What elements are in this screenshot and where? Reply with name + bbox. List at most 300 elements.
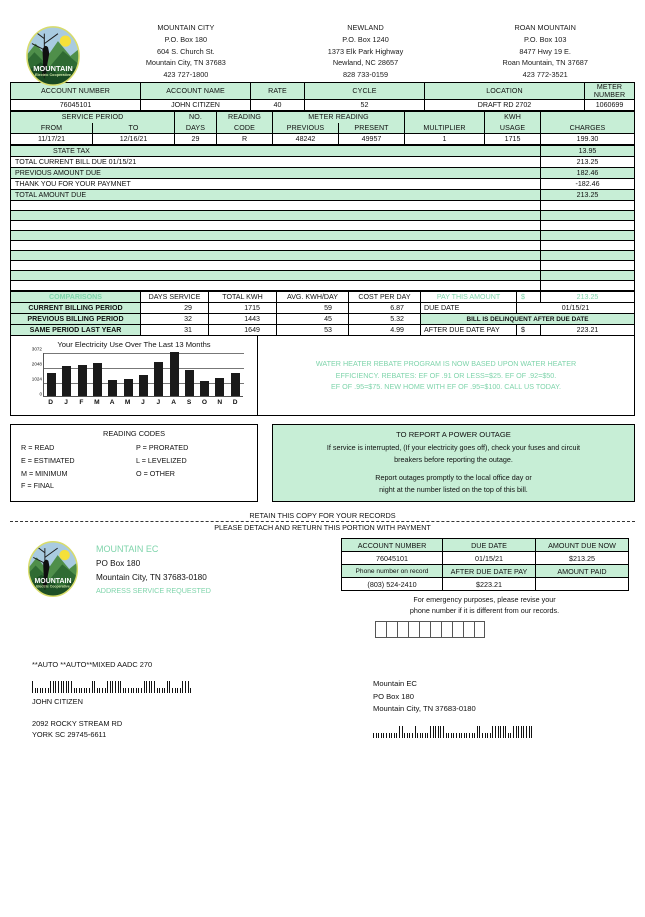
chart-x-tick: J (64, 399, 68, 406)
barcode-bar (151, 681, 152, 693)
barcode-bar (175, 688, 176, 693)
office-street: 8477 Hwy 19 E. (519, 46, 571, 56)
barcode-bar (487, 733, 488, 738)
value-usage: 1715 (485, 134, 541, 145)
logo-container (10, 22, 96, 87)
phone-digit-box[interactable] (463, 621, 474, 638)
stub-value-due-date: 01/15/21 (443, 552, 536, 565)
reading-codes-title: READING CODES (102, 429, 165, 438)
usage-header-row-2 (11, 123, 635, 134)
phone-digit-box[interactable] (452, 621, 463, 638)
office-name: ROAN MOUNTAIN (514, 23, 576, 32)
office-po-box: P.O. Box 180 (164, 34, 208, 44)
label-usage: USAGE (485, 123, 541, 134)
label-meter-number: METER NUMBER (585, 83, 635, 100)
chart-plot-area (43, 353, 243, 397)
barcode-bar (97, 688, 98, 693)
stub-value-row-2 (342, 578, 629, 591)
value-account-number: 76045101 (11, 100, 141, 111)
pay-this-amount-value: 213.25 (541, 292, 635, 303)
chart-x-tick: F (79, 399, 84, 406)
stub-label-phone-on-record: Phone number on record (342, 565, 443, 578)
label-multiplier-top (405, 112, 485, 123)
stub-remit-address (96, 536, 341, 638)
barcode-bar (89, 688, 90, 693)
rebate-line-1: WATER HEATER REBATE PROGRAM IS NOW BASED UPON WATER HEATER (315, 358, 577, 368)
usage-header-row-1 (11, 112, 635, 123)
col-avg-kwh-day: AVG. KWH/DAY (277, 292, 349, 303)
mountain-electric-cooperative-logo (22, 25, 84, 87)
barcode-bar (40, 688, 41, 693)
barcode-bar (391, 733, 392, 738)
barcode-bar (435, 726, 436, 738)
phone-digit-box[interactable] (386, 621, 397, 638)
barcode-bar (513, 726, 514, 738)
customer-name: JOHN CITIZEN (32, 697, 83, 707)
barcode-bar (386, 733, 387, 738)
barcode-bar (526, 726, 527, 738)
power-outage-box (272, 424, 635, 502)
barcode-bar (86, 688, 87, 693)
chart-title: Your Electricity Use Over The Last 13 Months (57, 340, 211, 349)
comparisons-payment-table (10, 291, 635, 336)
barcode-bar (412, 733, 413, 738)
label-reading: READING (217, 112, 273, 123)
pay-this-amount-label: PAY THIS AMOUNT (421, 292, 517, 303)
barcode-bar (381, 733, 382, 738)
chart-bar (170, 352, 179, 396)
barcode-bar (417, 733, 418, 738)
logo-primary-text: MOUNTAIN (34, 577, 72, 585)
layout-spacer (258, 424, 272, 502)
days-service: 31 (141, 325, 209, 336)
barcode-bar (164, 688, 165, 693)
barcode-bar (169, 681, 170, 693)
barcode-bar (35, 688, 36, 693)
office-newland (276, 22, 456, 81)
barcode-bar (404, 733, 405, 738)
barcode-bar (433, 726, 434, 738)
comparison-row-current (11, 303, 635, 314)
label-charges: CHARGES (541, 123, 635, 134)
filler-row (11, 281, 635, 291)
avg-kwh-day: 53 (277, 325, 349, 336)
chart-x-tick: M (94, 399, 100, 406)
usage-data-row (11, 134, 635, 145)
barcode-bar (456, 733, 457, 738)
barcode-bar (373, 733, 374, 738)
barcode-bar (42, 688, 43, 693)
charge-amount: 13.95 (541, 146, 635, 157)
col-total-kwh: TOTAL KWH (209, 292, 277, 303)
barcode-bar (500, 726, 501, 738)
label-to: TO (93, 123, 175, 134)
charge-line-state-tax (11, 146, 635, 157)
comparisons-title: COMPARISONS (11, 292, 141, 303)
phone-digit-box[interactable] (430, 621, 441, 638)
days-service: 32 (141, 314, 209, 325)
cost-per-day: 6.87 (349, 303, 421, 314)
barcode-bar (162, 688, 163, 693)
value-location: DRAFT RD 2702 (425, 100, 585, 111)
stub-company-name: MOUNTAIN EC (96, 544, 159, 554)
charge-line-total-due (11, 190, 635, 201)
value-to: 12/16/21 (93, 134, 175, 145)
avg-kwh-day: 45 (277, 314, 349, 325)
label-rate: RATE (251, 83, 305, 100)
reading-codes-box (10, 424, 258, 502)
barcode-bar (125, 688, 126, 693)
barcode-bar (448, 733, 449, 738)
y-tick-3072: 3072 (31, 346, 42, 352)
stub-label-due-date: DUE DATE (443, 539, 536, 552)
phone-digit-box[interactable] (375, 621, 386, 638)
due-date-label: DUE DATE (421, 303, 517, 314)
barcode-bar (144, 681, 145, 693)
total-kwh: 1443 (209, 314, 277, 325)
chart-bar (47, 373, 56, 396)
chart-bar (93, 363, 102, 396)
barcode-bar (94, 681, 95, 693)
label-days: DAYS (175, 123, 217, 134)
barcode-bar (66, 681, 67, 693)
value-account-name: JOHN CITIZEN (141, 100, 251, 111)
charge-amount: 213.25 (541, 190, 635, 201)
barcode-bar (177, 688, 178, 693)
office-street: 604 S. Church St. (157, 46, 215, 56)
reading-code-l: L = LEVELIZED (136, 455, 187, 465)
mailing-area (10, 660, 635, 742)
barcode-bar (453, 733, 454, 738)
chart-x-axis (43, 399, 243, 406)
chart-bar (108, 380, 117, 396)
barcode-bar (74, 688, 75, 693)
office-po-box: P.O. Box 103 (523, 34, 567, 44)
charge-amount: 182.46 (541, 168, 635, 179)
chart-x-tick: N (217, 399, 223, 406)
barcode-bar (167, 681, 168, 693)
rebate-line-3: EF OF .95=$75. NEW HOME WITH EF OF .95=$100. CALL US TODAY. (330, 382, 562, 392)
reading-codes-right-column (136, 442, 188, 493)
barcode-bar (76, 688, 77, 693)
barcode-bar (396, 733, 397, 738)
barcode-bar (84, 688, 85, 693)
office-city-state-zip: Mountain City, TN 37683 (145, 58, 226, 68)
stub-value-phone[interactable]: (803) 524-2410 (342, 578, 443, 591)
y-tick-1024: 1024 (31, 376, 42, 382)
reading-codes-left-column (21, 442, 136, 493)
barcode-bar (146, 681, 147, 693)
stub-label-amount-due-now: AMOUNT DUE NOW (536, 539, 629, 552)
stub-logo-container (10, 536, 96, 638)
auto-presort-line: **AUTO **AUTO**MIXED AADC 270 (32, 660, 153, 670)
barcode-bar (92, 681, 93, 693)
value-cycle: 52 (305, 100, 425, 111)
water-heater-rebate-notice (258, 336, 635, 416)
office-city-state-zip: Roan Mountain, TN 37687 (502, 58, 588, 68)
barcode-bar (422, 733, 423, 738)
office-mountain-city (96, 22, 276, 81)
after-due-date-label: AFTER DUE DATE PAY (421, 325, 517, 336)
barcode-bar (427, 733, 428, 738)
stub-value-after-due-date-pay: $223.21 (443, 578, 536, 591)
barcode-bar (157, 688, 158, 693)
info-row (10, 424, 635, 502)
filler-row (11, 211, 635, 221)
chart-bar (200, 381, 209, 396)
reading-code-p: P = PRORATED (136, 443, 189, 452)
phone-digit-box[interactable] (474, 621, 485, 638)
label-kwh: KWH (485, 112, 541, 123)
chart-x-tick: M (124, 399, 131, 406)
barcode-bar (451, 733, 452, 738)
barcode-bar (505, 726, 506, 738)
outage-gap (273, 465, 634, 472)
chart-rebate-row (10, 336, 635, 416)
due-date-value: 01/15/21 (517, 303, 635, 314)
barcode-bar (141, 688, 142, 693)
remit-address-line-2: Mountain City, TN 37683-0180 (373, 703, 476, 713)
barcode-bar (383, 733, 384, 738)
barcode-bar (464, 733, 465, 738)
remit-mailing-block (365, 660, 635, 742)
barcode-bar (485, 733, 486, 738)
filler-row (11, 271, 635, 281)
label-meter-reading: METER READING (273, 112, 405, 123)
stub-header-row-1 (342, 539, 629, 552)
payment-stub (10, 536, 635, 638)
filler-row (11, 231, 635, 241)
stub-value-amount-due-now: $213.25 (536, 552, 629, 565)
barcode-bar (110, 681, 111, 693)
barcode-bar (190, 688, 191, 693)
total-kwh: 1715 (209, 303, 277, 314)
chart-x-tick: J (156, 399, 161, 406)
barcode-bar (420, 733, 421, 738)
barcode-bar (477, 726, 478, 738)
charge-label: PREVIOUS AMOUNT DUE (11, 168, 541, 179)
charge-amount: 213.25 (541, 157, 635, 168)
barcode-bar (409, 733, 410, 738)
reading-code-r: R = READ (21, 443, 55, 452)
barcode-bar (440, 726, 441, 738)
label-location: LOCATION (425, 83, 585, 100)
barcode-bar (105, 688, 106, 693)
barcode-bar (133, 688, 134, 693)
barcode-bar (48, 688, 49, 693)
barcode-bar (376, 733, 377, 738)
barcode-bar (188, 681, 189, 693)
office-city-state-zip: Newland, NC 28657 (332, 58, 399, 68)
value-days: 29 (175, 134, 217, 145)
label-no: NO. (175, 112, 217, 123)
barcode-bar (461, 733, 462, 738)
rebate-line-2: EFFICIENCY. REBATES: EF OF .91 OR LESS=$25. EF OF .92=$50. (335, 370, 557, 380)
stub-value-row-1 (342, 552, 629, 565)
usage-charges-table (10, 111, 635, 145)
barcode-bar (159, 688, 160, 693)
barcode-bar (37, 688, 38, 693)
phone-number-entry-boxes[interactable] (375, 621, 635, 638)
barcode-bar (402, 726, 403, 738)
label-from: FROM (11, 123, 93, 134)
barcode-bar (438, 726, 439, 738)
col-cost-per-day: COST PER DAY (349, 292, 421, 303)
label-account-number: ACCOUNT NUMBER (11, 83, 141, 100)
filler-row (11, 241, 635, 251)
barcode-bar (55, 681, 56, 693)
comparisons-header-row (11, 292, 635, 303)
barcode-bar (182, 681, 183, 693)
filler-row (11, 221, 635, 231)
barcode-bar (415, 726, 416, 738)
barcode-bar (107, 681, 108, 693)
reading-code-o: O = OTHER (136, 468, 175, 478)
barcode-bar (53, 681, 54, 693)
phone-digit-box[interactable] (397, 621, 408, 638)
barcode-bar (63, 681, 64, 693)
chart-x-tick: S (186, 399, 192, 406)
col-days-service: DAYS SERVICE (141, 292, 209, 303)
barcode-bar (399, 726, 400, 738)
barcode-bar (508, 733, 509, 738)
stub-phone-note (341, 594, 628, 616)
barcode-bar (45, 688, 46, 693)
phone-digit-box[interactable] (419, 621, 430, 638)
charge-label: STATE TAX (11, 146, 541, 157)
value-code: R (217, 134, 273, 145)
barcode-bar (474, 733, 475, 738)
charge-label: TOTAL CURRENT BILL DUE 01/15/21 (11, 157, 541, 168)
chart-bar (231, 373, 240, 396)
barcode-bar (115, 681, 116, 693)
chart-x-tick: O (201, 399, 207, 406)
chart-y-axis (13, 346, 42, 397)
barcode-bar (518, 726, 519, 738)
stub-header-row-2 (342, 565, 629, 578)
outage-line-4: night at the number listed on the top of this bill. (379, 484, 528, 494)
cost-per-day: 4.99 (349, 325, 421, 336)
reading-code-f: F = FINAL (21, 481, 54, 491)
after-due-currency: $ (517, 325, 541, 336)
barcode-bar (531, 726, 532, 738)
stub-label-amount-paid: AMOUNT PAID (536, 565, 629, 578)
barcode-bar (516, 726, 517, 738)
barcode-bar (128, 688, 129, 693)
stub-city-state-zip: Mountain City, TN 37683-0180 (96, 572, 207, 582)
barcode-bar (50, 681, 51, 693)
barcode-bar (492, 726, 493, 738)
comparison-row-previous (11, 314, 635, 325)
office-phone: 423 727-1800 (163, 70, 209, 80)
office-po-box: P.O. Box 1240 (342, 34, 389, 44)
office-addresses (96, 22, 635, 81)
barcode-bar (523, 726, 524, 738)
stub-label-after-due-date-pay: AFTER DUE DATE PAY (443, 565, 536, 578)
outage-line-2: breakers before reporting the outage. (394, 454, 513, 464)
barcode-bar (469, 733, 470, 738)
pay-currency-symbol: $ (517, 292, 541, 303)
chart-bar (62, 366, 71, 396)
barcode-bar (112, 681, 113, 693)
customer-postal-barcode (32, 680, 365, 693)
barcode-bar (32, 681, 33, 693)
barcode-bar (118, 681, 119, 693)
charge-lines-table (10, 145, 635, 291)
charge-line-payment-thanks (11, 179, 635, 190)
barcode-bar (79, 688, 80, 693)
barcode-bar (521, 726, 522, 738)
chart-bar (185, 370, 194, 396)
value-rate: 40 (251, 100, 305, 111)
barcode-bar (394, 733, 395, 738)
barcode-bar (180, 688, 181, 693)
stub-value-account-number: 76045101 (342, 552, 443, 565)
filler-row (11, 201, 635, 211)
office-phone: 828 733-0159 (342, 70, 389, 80)
barcode-bar (131, 688, 132, 693)
barcode-bar (99, 688, 100, 693)
barcode-bar (120, 681, 121, 693)
label-account-name: ACCOUNT NAME (141, 83, 251, 100)
barcode-bar (185, 681, 186, 693)
charge-amount: -182.46 (541, 179, 635, 190)
cost-per-day: 5.32 (349, 314, 421, 325)
chart-x-tick: D (232, 399, 238, 406)
outage-title: TO REPORT A POWER OUTAGE (396, 430, 511, 439)
value-multiplier: 1 (405, 134, 485, 145)
charge-line-total-current (11, 157, 635, 168)
chart-bar (139, 375, 148, 396)
detach-instruction-text: PLEASE DETACH AND RETURN THIS PORTION WITH PAYMENT (214, 523, 431, 532)
account-header-labels-row (11, 83, 635, 100)
barcode-bar (58, 681, 59, 693)
label-multiplier: MULTIPLIER (405, 123, 485, 134)
barcode-bar (482, 733, 483, 738)
retain-copy-text: RETAIN THIS COPY FOR YOUR RECORDS (249, 511, 396, 520)
logo-primary-text: MOUNTAIN (33, 63, 73, 73)
label-present: PRESENT (339, 123, 405, 134)
barcode-bar (172, 688, 173, 693)
chart-bar (215, 378, 224, 396)
reading-code-e: E = ESTIMATED (21, 455, 75, 465)
phone-digit-box[interactable] (441, 621, 452, 638)
filler-row (11, 251, 635, 261)
barcode-bar (498, 726, 499, 738)
label-cycle: CYCLE (305, 83, 425, 100)
customer-address-line-2: YORK SC 29745-6611 (32, 730, 107, 740)
chart-x-tick: A (171, 399, 177, 406)
after-due-amount: 223.21 (541, 325, 635, 336)
total-kwh: 1649 (209, 325, 277, 336)
stub-detail-area (341, 536, 635, 638)
bill-header (10, 0, 635, 82)
phone-digit-box[interactable] (408, 621, 419, 638)
remit-postal-barcode (373, 725, 635, 738)
outage-line-1: If service is interrupted, (If your electricity goes off), check your fuses and circuit (326, 443, 581, 453)
address-service-requested: ADDRESS SERVICE REQUESTED (96, 585, 211, 595)
stub-value-amount-paid[interactable] (536, 578, 629, 591)
stub-label-account-number: ACCOUNT NUMBER (342, 539, 443, 552)
barcode-bar (123, 688, 124, 693)
chart-bars (44, 353, 243, 396)
avg-kwh-day: 59 (277, 303, 349, 314)
stub-note-line-2: phone number if it is different from our records. (409, 606, 560, 616)
barcode-bar (495, 726, 496, 738)
barcode-bar (490, 733, 491, 738)
value-meter-number: 1060699 (585, 100, 635, 111)
office-roan-mountain (455, 22, 635, 81)
